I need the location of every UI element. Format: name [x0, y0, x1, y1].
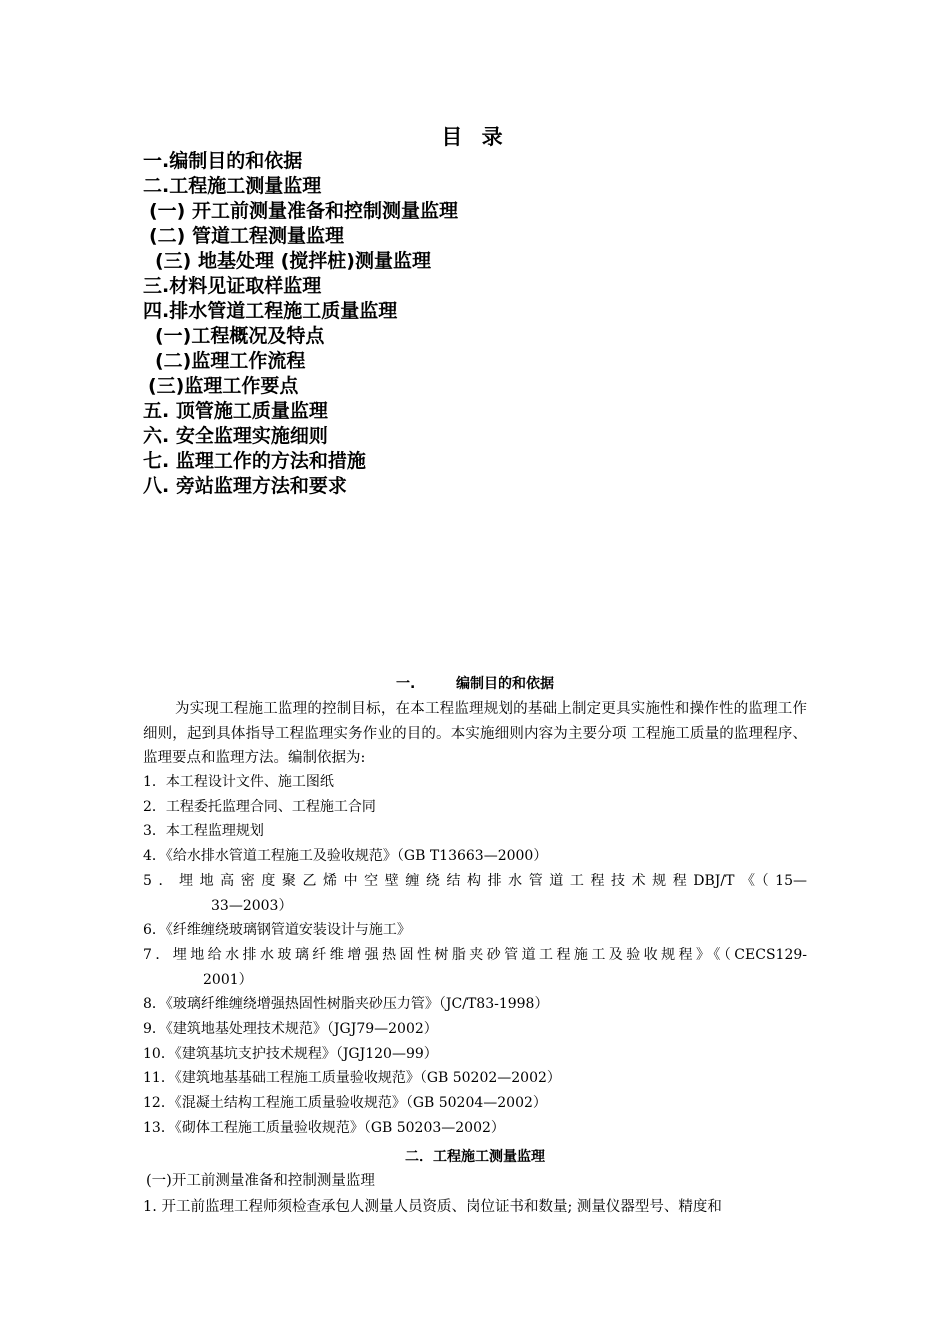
toc-item: 四.排水管道工程施工质量监理: [143, 300, 398, 322]
list-item: 9．《建筑地基处理技术规范》（JGJ79—2002）: [143, 1021, 438, 1038]
table-of-contents: [143, 149, 458, 499]
list-item: 4．《给水排水管道工程施工及验收规范》（GB T13663—2000）: [143, 848, 548, 865]
section-heading: 二．工程施工测量监理: [405, 1149, 545, 1165]
list-item: 11．《建筑地基基础工程施工质量验收规范》（GB 50202—2002）: [143, 1070, 561, 1087]
list-item: 10．《建筑基坑支护技术规程》（JGJ120—99）: [143, 1045, 438, 1062]
toc-item: (二) 管道工程测量监理: [149, 225, 344, 247]
intro-paragraph: 为实现工程施工监理的控制目标，在本工程监理规划的基础上制定更具实施性和操作性的监理工作细则，起到具体指导工程监理实务作业的目的。本实施细则内容为主要分项 工程施工质量的监理程序、监理要点和监理方法。编制依据为:: [143, 701, 807, 766]
list-item: 6．《纤维缠绕玻璃钢管道安装设计与施工》: [143, 922, 411, 939]
toc-item: 三.材料见证取样监理: [143, 275, 322, 297]
list-item-continuation: 2001）: [203, 971, 253, 988]
list-item: 12．《混凝土结构工程施工质量验收规范》（GB 50204—2002）: [143, 1095, 547, 1112]
toc-title: 目 录: [441, 124, 509, 149]
list-item: 7．埋地给水排水玻璃纤维增强热固性树脂夹砂管道工程施工及验收规程》《（CECS129-: [143, 946, 807, 963]
toc-item: 六. 安全监理实施细则: [143, 425, 328, 447]
toc-item: (一) 开工前测量准备和控制测量监理: [149, 200, 458, 222]
section-heading: [0, 674, 950, 694]
section-number: 一.: [396, 676, 416, 692]
toc-item: 五. 顶管施工质量监理: [143, 400, 328, 422]
toc-item: 一.编制目的和依据: [143, 150, 303, 172]
list-item: 3．本工程监理规划: [143, 823, 264, 840]
body-text: 1. 开工前监理工程师须检查承包人测量人员资质、岗位证书和数量; 测量仪器型号、精度和: [143, 1199, 722, 1215]
toc-item: (三) 地基处理 (搅拌桩)测量监理: [155, 250, 431, 272]
toc-item: 八. 旁站监理方法和要求: [143, 475, 347, 497]
basis-list: [143, 770, 807, 1141]
subsection-heading: (一)开工前测量准备和控制测量监理: [146, 1173, 375, 1189]
list-item-continuation: 33—2003）: [211, 897, 293, 914]
toc-item: (一)工程概况及特点: [155, 325, 325, 347]
list-item: 8．《玻璃纤维缠绕增强热固性树脂夹砂压力管》（JC/T83-1998）: [143, 996, 549, 1013]
section-title: 编制目的和依据: [456, 676, 554, 692]
list-item: 1．本工程设计文件、施工图纸: [143, 774, 334, 790]
toc-item: (三)监理工作要点: [148, 375, 299, 397]
list-item: 2．工程委托监理合同、工程施工合同: [143, 798, 376, 815]
toc-item: 二.工程施工测量监理: [143, 175, 322, 197]
list-item: 13．《砌体工程施工质量验收规范》（GB 50203—2002）: [143, 1119, 505, 1136]
toc-item: 七. 监理工作的方法和措施: [143, 450, 366, 472]
toc-item: (二)监理工作流程: [155, 350, 306, 372]
list-item: 5．埋地高密度聚乙烯中空壁缠绕结构排水管道工程技术规程DBJ/T《（15—: [143, 872, 807, 889]
